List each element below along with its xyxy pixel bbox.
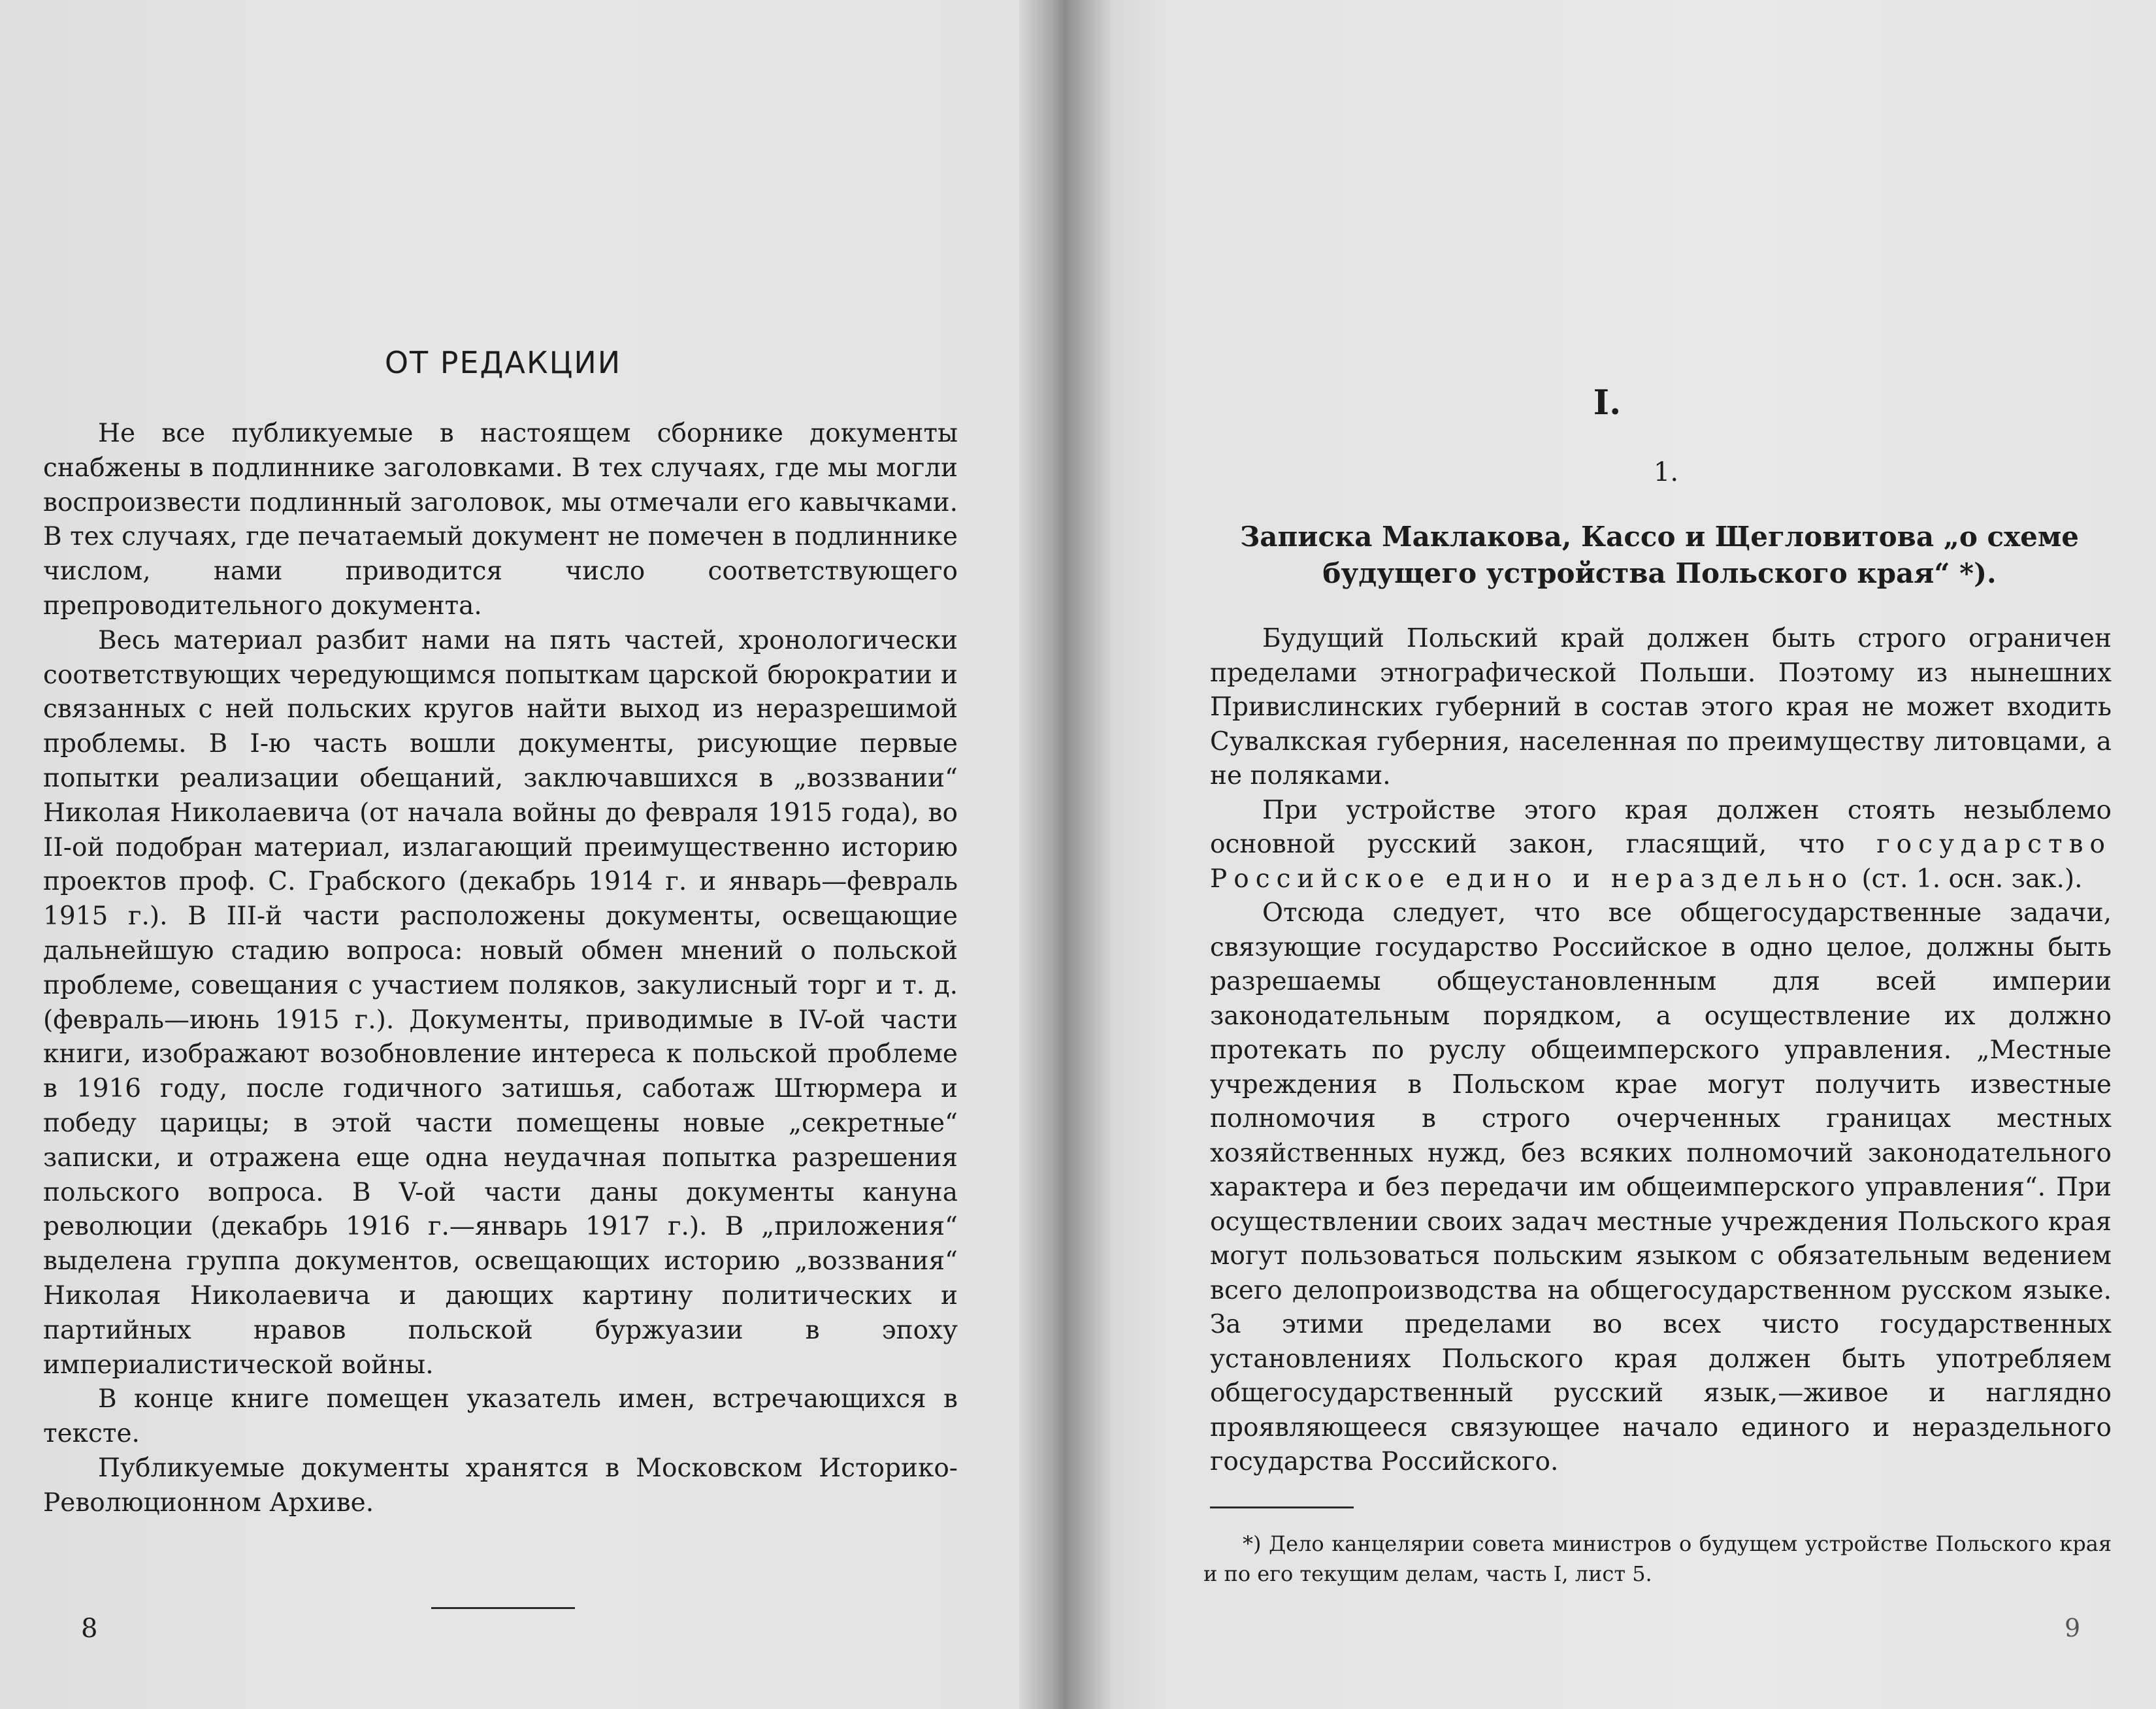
footnote bbox=[1203, 1529, 2112, 1589]
page-heading: ОТ РЕДАКЦИИ bbox=[384, 345, 622, 380]
paragraph: Весь материал разбит нами на пять частей, хронологически соответствующих чередующимся попыткам царской бюрократии и связанных с ней польских кругов найти выход из неразрешимой проблемы. В I-ю часть вошли документы, рисующие первые попытки реализации обещаний, заключавшихся в „воззвании“ Николая Николаевича (от начала войны до февраля 1915 года), во II-ой подобран материал, излагающий преимущественно историю проектов проф. С. Грабского (декабрь 1914 г. и январь—февраль 1915 г.). В III-й части расположены документы, освещающие дальнейшую стадию вопроса: новый обмен мнений о польской проблеме, совещания с участием поляков, закулисный торг и т. д. (февраль—июнь 1915 г.). Документы, приводимые в IV-ой части книги, изображают возобновление интереса к польской проблеме в 1916 году, после годичного затишья, саботаж Штюрмера и победу царицы; в этой части помещены новые „секретные“ записки, и отражена еще одна неудачная попытка разрешения польского вопроса. В V-ой части даны документы кануна революции (декабрь 1916 г.—январь 1917 г.). В „приложения“ выделена группа документов, освещающих историю „воззвания“ Николая Николаевича и дающих картину политических и партийных нравов польской буржуазии в эпоху империалистической войны. bbox=[43, 625, 958, 1380]
footnote-text: *) Дело канцелярии совета министров о будущем устройстве Польского края и по его текущим делам, часть I, лист 5. bbox=[1203, 1531, 2112, 1586]
paragraph: Не все публикуемые в настоящем сборнике документы снабжены в подлиннике заголовками. В тех случаях, где мы могли воспроизвести подлинный заголовок, мы отмечали его кавычками. В тех случаях, где печатаемый документ не помечен в подлиннике числом, нами приводится число соответствующего препроводительного документа. bbox=[43, 419, 958, 621]
left-page bbox=[0, 0, 1052, 1709]
closing-divider bbox=[431, 1607, 575, 1609]
book-gutter bbox=[1019, 0, 1111, 1709]
paragraph: Будущий Польский край должен быть строго ограничен пределами этнографической Польши. Поэтому из нынешних Привислинских губерний в состав этого края не может входить Сувалкская губерния, населенная по преимуществу литовцами, а не поляками. bbox=[1210, 624, 2112, 790]
document-title: Записка Маклакова, Кассо и Щегловитова „о схеме будущего устройства Польского края“ *). bbox=[1239, 521, 2080, 589]
paragraph-text: При устройстве этого края должен стоять незыблемо основной русский закон, гласящий, что bbox=[1210, 795, 2112, 859]
footnote-divider bbox=[1210, 1506, 1354, 1508]
paragraph bbox=[1210, 794, 2112, 897]
right-page bbox=[1078, 0, 2156, 1709]
paragraph: В конце книге помещен указатель имен, встречающихся в тексте. bbox=[43, 1384, 958, 1449]
document-number: 1. bbox=[1653, 457, 1679, 487]
page-number: 9 bbox=[2065, 1614, 2081, 1642]
paragraph: Публикуемые документы хранятся в Московском Историко-Революционном Архиве. bbox=[43, 1453, 958, 1518]
paragraph-text: (ст. 1. осн. зак.). bbox=[1861, 864, 2083, 894]
paragraph: Отсюда следует, что все общегосударственные задачи, связующие государство Российское в одно целое, должны быть разрешаемы общеустановленным для всей империи законодательным порядком, а осуществление их должно протекать по руслу общеимперского управления. „Местные учреждения в Польском крае могут получить известные полномочия в строго очерченных границах местных хозяйственных нужд, без всяких полномочий законодательного характера и без передачи им общеимперского управления“. При осуществлении своих задач местные учреждения Польского края могут пользоваться польским языком с обязательным ведением всего делопроизводства на общегосударственном русском языке. За этими пределами во всех чисто государственных установлениях Польского края должен быть употребляем общегосударственный русский язык,—живое и наглядно проявляющееся связующее начало единого и нераздельного государства Российского. bbox=[1210, 898, 2112, 1476]
left-page-body bbox=[43, 417, 958, 1521]
right-page-body bbox=[1210, 622, 2112, 1480]
part-numeral: I. bbox=[1593, 383, 1622, 423]
spaced-emphasis: государство Российское едино и нераздельно bbox=[1210, 830, 2112, 894]
page-number: 8 bbox=[81, 1614, 98, 1644]
